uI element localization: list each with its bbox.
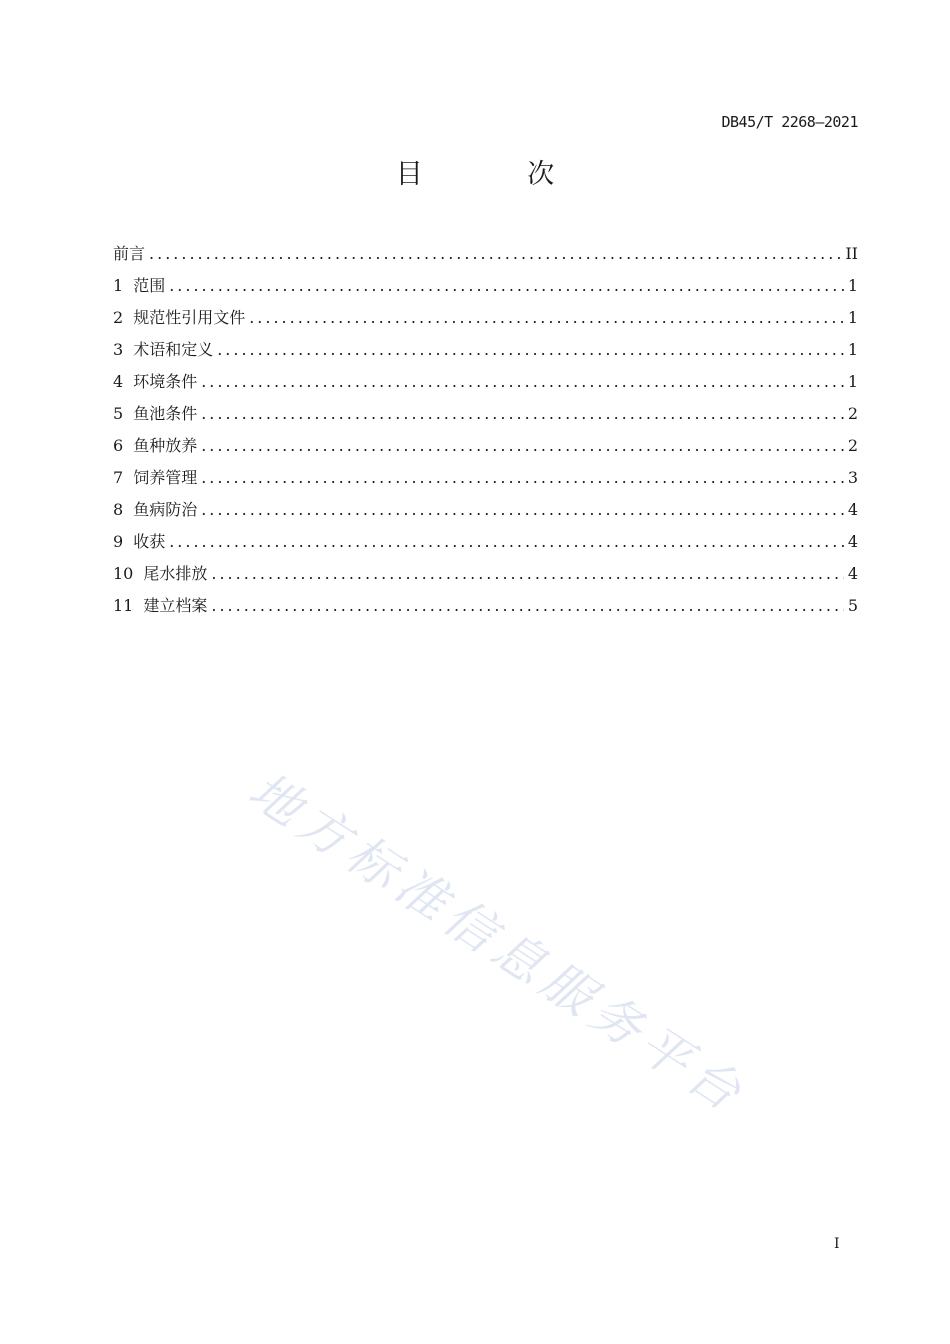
toc-page-number: 4 xyxy=(847,564,858,583)
toc-number: 4 xyxy=(113,372,124,391)
toc-leader-dots xyxy=(249,308,844,327)
toc-page-number: 4 xyxy=(847,532,858,551)
toc-leader-dots xyxy=(169,532,844,551)
toc-label: 建立档案 xyxy=(143,596,208,615)
toc-leader-dots xyxy=(149,244,841,263)
toc-page-number: 4 xyxy=(847,500,858,519)
page-number: I xyxy=(834,1236,840,1252)
toc-label: 术语和定义 xyxy=(133,340,214,359)
toc-label: 收获 xyxy=(133,532,166,551)
toc-entry[interactable] xyxy=(113,305,858,337)
toc-page-number: 1 xyxy=(847,340,858,359)
page-title: 目 次 xyxy=(395,159,603,190)
toc-entry[interactable] xyxy=(113,369,858,401)
toc-page-number: 2 xyxy=(847,404,858,423)
toc-label: 鱼池条件 xyxy=(133,404,198,423)
toc-entry[interactable] xyxy=(113,561,858,593)
toc-leader-dots xyxy=(201,436,844,455)
toc-number: 8 xyxy=(113,500,124,519)
toc-number: 3 xyxy=(113,340,124,359)
toc-leader-dots xyxy=(217,340,844,359)
toc-page-number: 5 xyxy=(847,596,858,615)
toc-leader-dots xyxy=(211,564,843,583)
toc-entry[interactable] xyxy=(113,497,858,529)
toc-leader-dots xyxy=(201,372,844,391)
toc-entry[interactable] xyxy=(113,241,858,273)
toc-number: 9 xyxy=(113,532,124,551)
toc-label: 前言 xyxy=(113,244,146,263)
toc-entry[interactable] xyxy=(113,529,858,561)
toc-label: 饲养管理 xyxy=(133,468,198,487)
toc-entry[interactable] xyxy=(113,593,858,625)
toc-leader-dots xyxy=(169,276,844,295)
toc-entry[interactable] xyxy=(113,465,858,497)
toc-label: 环境条件 xyxy=(133,372,198,391)
toc-entry[interactable] xyxy=(113,273,858,305)
toc-page-number: 1 xyxy=(847,276,858,295)
toc-entry[interactable] xyxy=(113,337,858,369)
toc-label: 范围 xyxy=(133,276,166,295)
toc-page-number: 1 xyxy=(847,372,858,391)
doc-code: DB45/T 2268—2021 xyxy=(721,113,858,131)
toc-leader-dots xyxy=(211,596,843,615)
toc-leader-dots xyxy=(201,500,844,519)
toc-entry[interactable] xyxy=(113,401,858,433)
toc-number: 7 xyxy=(113,468,124,487)
toc-leader-dots xyxy=(201,468,844,487)
toc-number: 5 xyxy=(113,404,124,423)
toc-label: 尾水排放 xyxy=(143,564,208,583)
toc-label: 规范性引用文件 xyxy=(133,308,246,327)
toc-page-number: II xyxy=(845,244,858,263)
toc-number: 1 xyxy=(113,276,124,295)
toc-number: 6 xyxy=(113,436,124,455)
table-of-contents xyxy=(113,241,858,625)
toc-page-number: 1 xyxy=(847,308,858,327)
toc-number: 11 xyxy=(113,596,134,615)
toc-label: 鱼种放养 xyxy=(133,436,198,455)
toc-leader-dots xyxy=(201,404,844,423)
toc-page-number: 2 xyxy=(847,436,858,455)
watermark: 地方标准信息服务平台 xyxy=(238,761,757,1126)
toc-entry[interactable] xyxy=(113,433,858,465)
toc-page-number: 3 xyxy=(847,468,858,487)
toc-number: 2 xyxy=(113,308,124,327)
toc-label: 鱼病防治 xyxy=(133,500,198,519)
toc-number: 10 xyxy=(113,564,134,583)
